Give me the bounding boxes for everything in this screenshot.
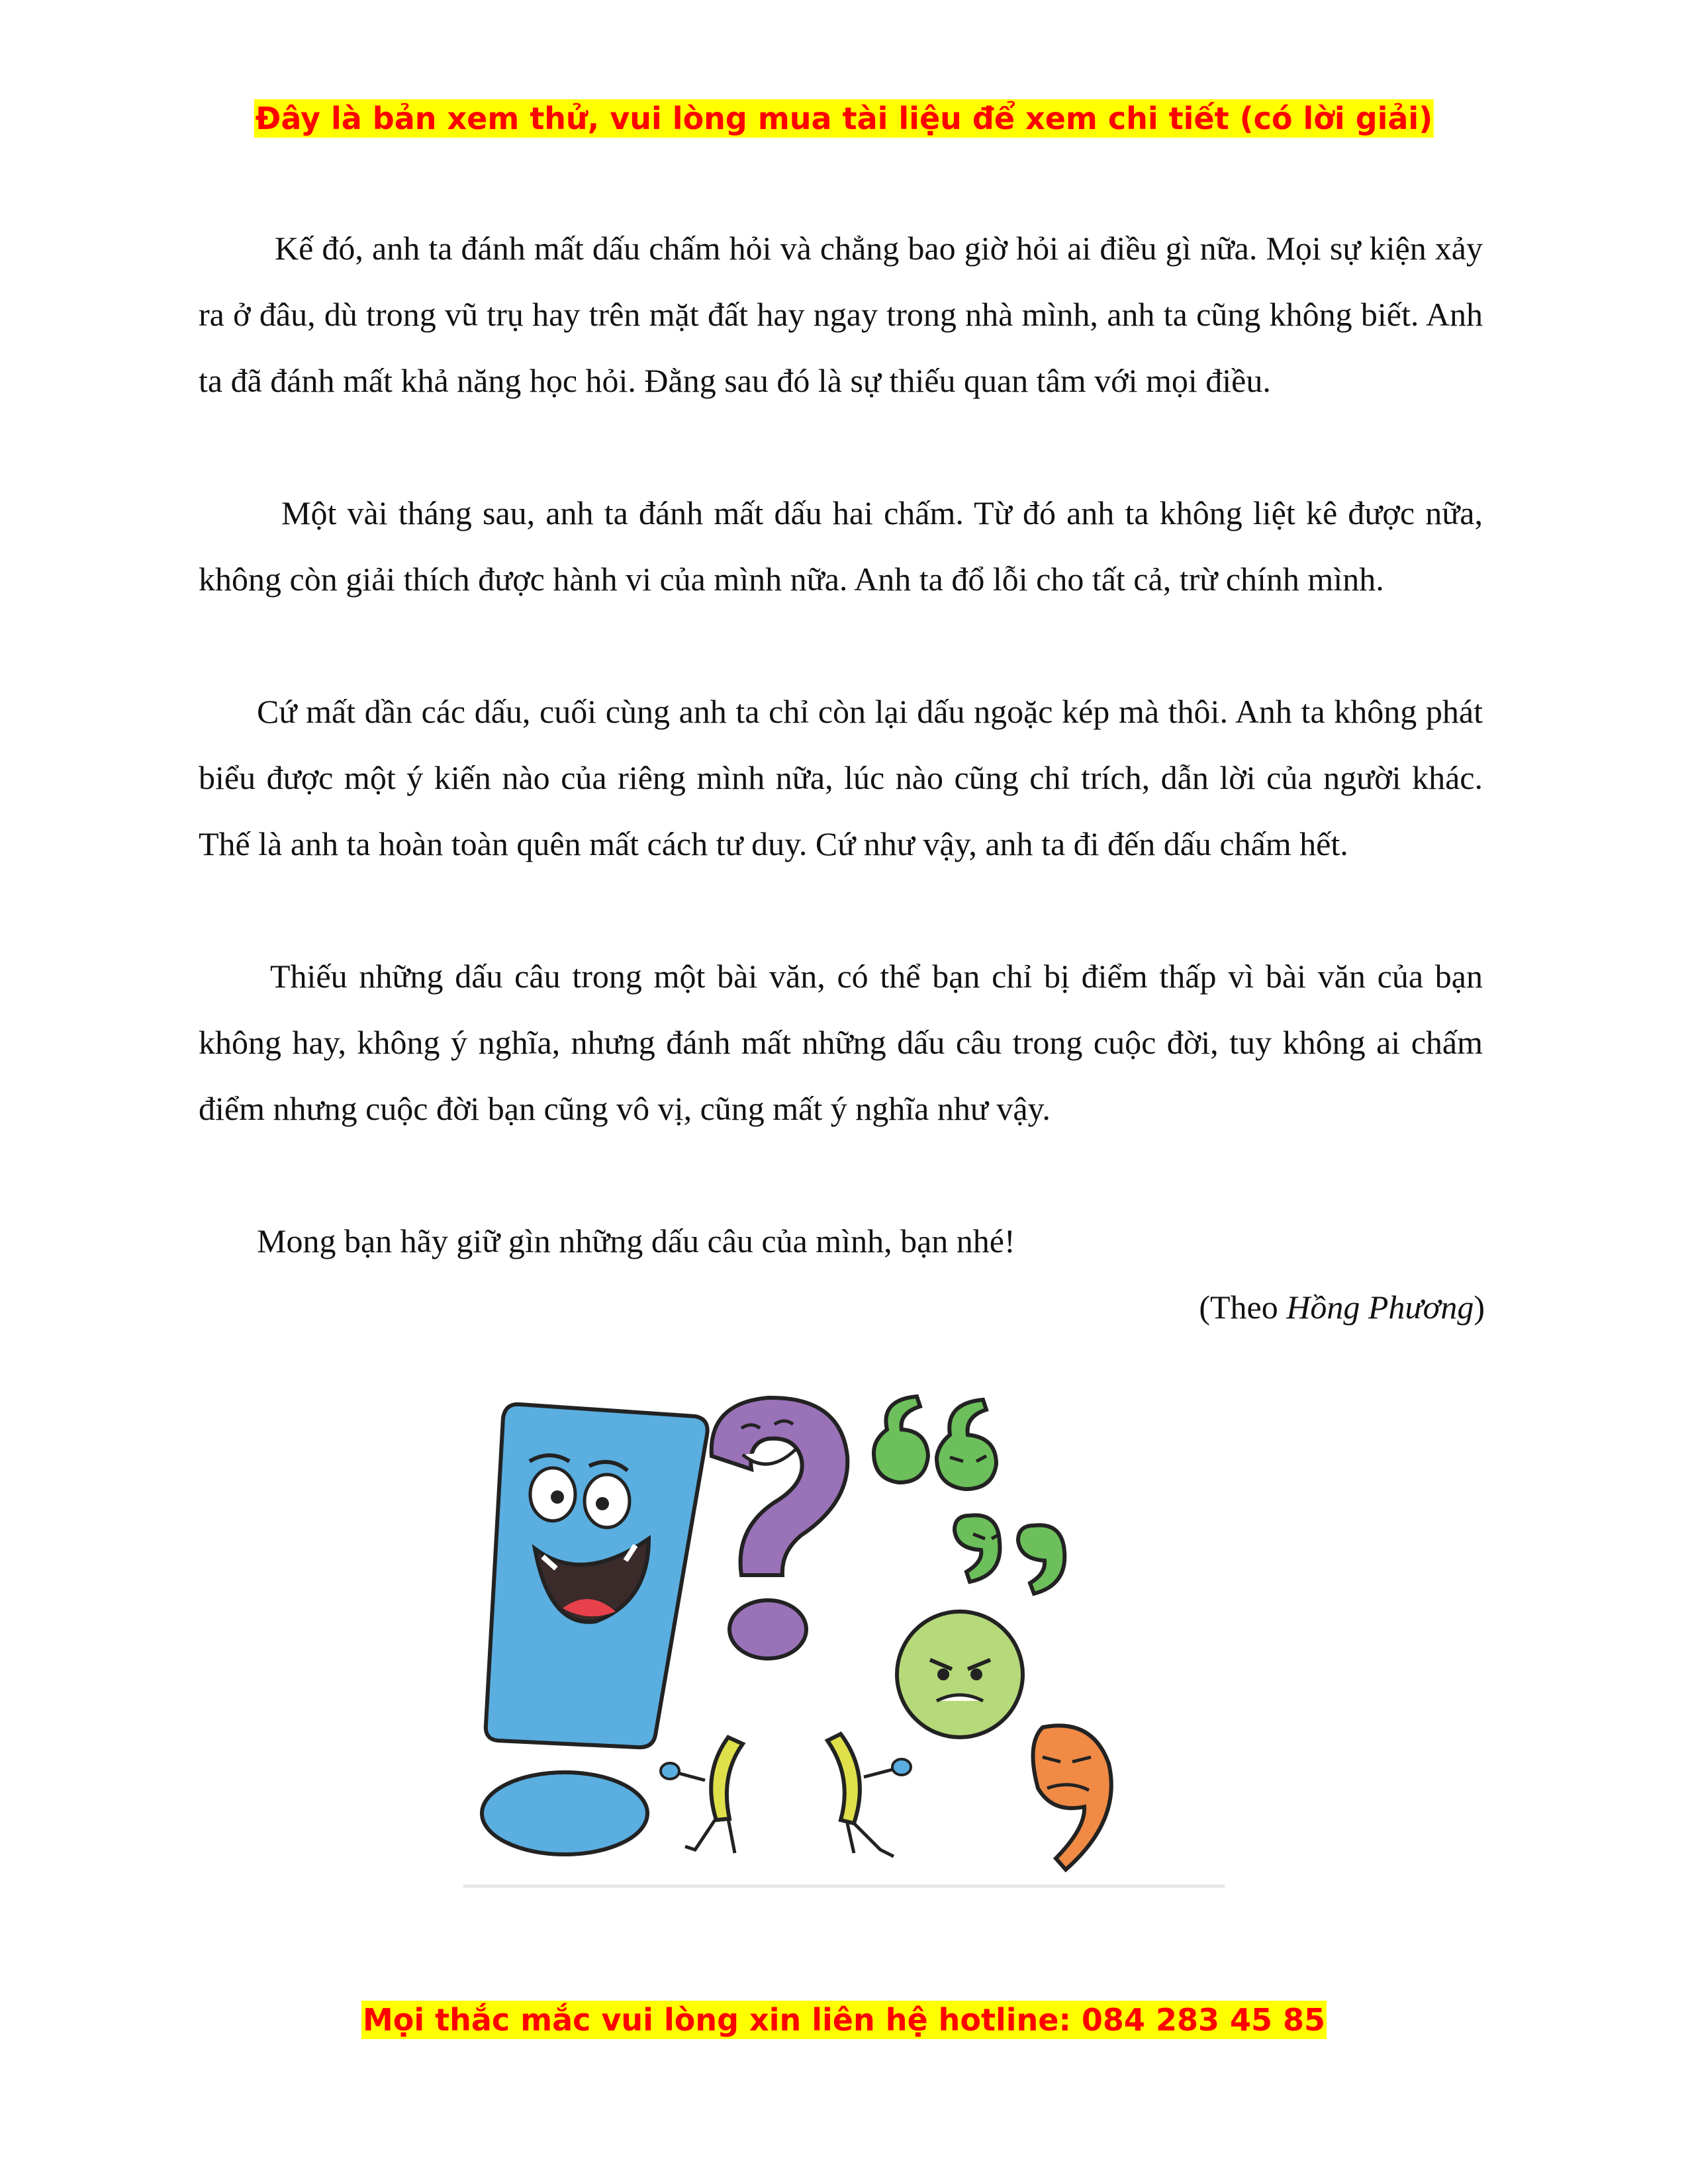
story-paragraph-5: Mong bạn hãy giữ gìn những dấu câu của mình, bạn nhé! bbox=[257, 1222, 1015, 1259]
punctuation-characters-illustration bbox=[457, 1383, 1231, 1893]
source-suffix: ) bbox=[1474, 1289, 1485, 1326]
exclamation-mark-character bbox=[482, 1404, 708, 1854]
story-paragraph-4: Thiếu những dấu câu trong một bài văn, có thể bạn chỉ bị điểm thấp vì bài văn của bạn không hay, không ý nghĩa, nhưng đánh mất những dấu câu trong cuộc đời, tuy không ai chấm điểm nhưng cuộc đời bạn cũng vô vị, cũng mất ý nghĩa như vậy. bbox=[199, 958, 1483, 1127]
preview-notice-banner: Đây là bản xem thử, vui lòng mua tài liệu để xem chi tiết (có lời giải) bbox=[255, 101, 1433, 136]
story-paragraph-2: Một vài tháng sau, anh ta đánh mất dấu hai chấm. Từ đó anh ta không liệt kê được nữa, không còn giải thích được hành vi của mình nữa. Anh ta đổ lỗi cho tất cả, trừ chính mình. bbox=[199, 494, 1483, 598]
source-citation bbox=[1199, 1274, 1485, 1340]
story-paragraph-3: Cứ mất dần các dấu, cuối cùng anh ta chỉ còn lại dấu ngoặc kép mà thôi. Anh ta không phát biểu được một ý kiến nào của riêng mình nữa, lúc nào cũng chỉ trích, dẫn lời của người khác. Thế là anh ta hoàn toàn quên mất cách tư duy. Cứ như vậy, anh ta đi đến dấu chấm hết. bbox=[199, 693, 1483, 862]
story-paragraph-1: Kế đó, anh ta đánh mất dấu chấm hỏi và chẳng bao giờ hỏi ai điều gì nữa. Mọi sự kiện xảy ra ở đâu, dù trong vũ trụ hay trên mặt đất hay ngay trong nhà mình, anh ta cũng không biết. Anh ta đã đánh mất khả năng học hỏi. Đằng sau đó là sự thiếu quan tâm với mọi điều. bbox=[199, 230, 1483, 399]
source-author: Hồng Phương bbox=[1286, 1289, 1474, 1326]
comma-character bbox=[1033, 1725, 1111, 1870]
quotation-marks-character bbox=[874, 1396, 1064, 1594]
question-mark-character bbox=[712, 1398, 848, 1659]
parentheses-characters bbox=[661, 1734, 911, 1856]
hotline-notice-banner: Mọi thắc mắc vui lòng xin liên hệ hotline: 084 283 45 85 bbox=[362, 2002, 1326, 2038]
period-character bbox=[897, 1612, 1023, 1737]
source-prefix: (Theo bbox=[1199, 1289, 1287, 1326]
